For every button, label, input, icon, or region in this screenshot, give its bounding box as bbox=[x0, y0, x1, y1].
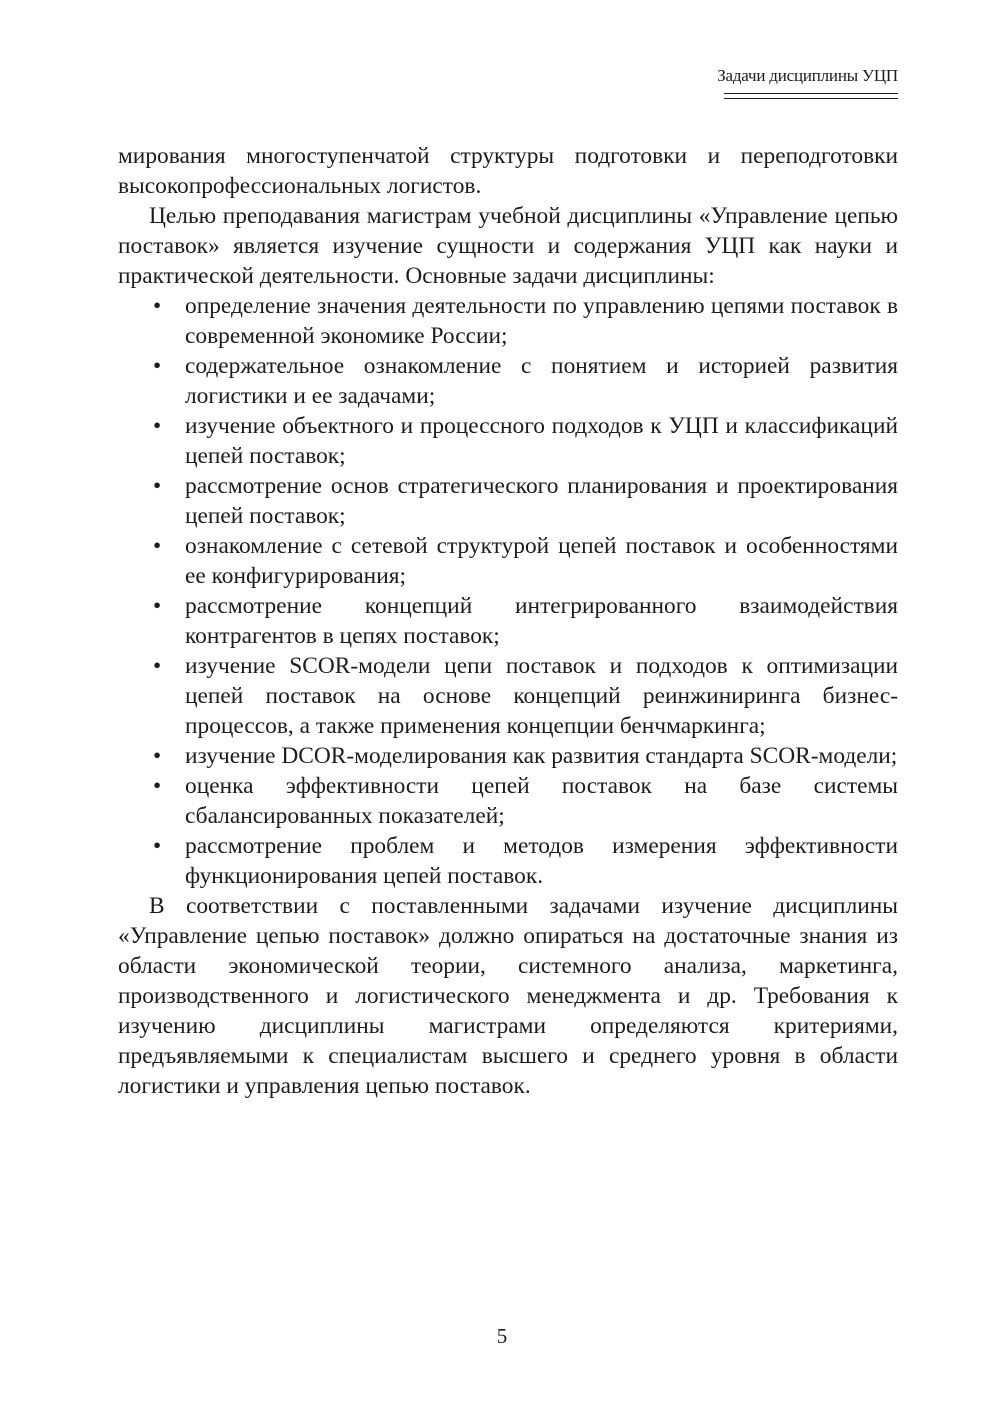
bullet-icon: • bbox=[153, 533, 162, 559]
bullet-icon: • bbox=[153, 293, 162, 319]
list-item-text: ознакомление с сетевой структурой цепей поставок и особенностями ее конфигурирования; bbox=[185, 533, 898, 589]
bullet-icon: • bbox=[153, 353, 162, 379]
closing-paragraph: В соответствии с поставленными задачами изучение дисциплины «Управление цепью поставок» должно опираться на достаточные знания из области экономической теории, системного анализа, маркетинга, производственного и логистического менеджмента и др. Требования к изучению дисциплины магистрами определяются критериями, предъявляемыми к специалистам высшего и среднего уровня в области логистики и управления цепью поставок. bbox=[118, 893, 898, 1099]
task-list bbox=[118, 291, 898, 891]
bullet-icon: • bbox=[153, 743, 162, 769]
list-item bbox=[153, 741, 898, 771]
list-item-text: рассмотрение проблем и методов измерения эффективности функционирования цепей поставок. bbox=[185, 833, 898, 889]
list-item-text: изучение объектного и процессного подходов к УЦП и классификаций цепей поставок; bbox=[185, 413, 898, 469]
list-item bbox=[153, 651, 898, 741]
list-item-text: содержательное ознакомление с понятием и историей развития логистики и ее задачами; bbox=[185, 353, 898, 409]
goal-paragraph: Целью преподавания магистрам учебной дисциплины «Управление цепью поставок» является изучение сущности и содержания УЦП как науки и практической деятельности. Основные задачи дисциплины: bbox=[118, 203, 898, 289]
bullet-icon: • bbox=[153, 833, 162, 859]
continuation-paragraph: мирования многоступенчатой структуры подготовки и переподготовки высокопрофессиональных логистов. bbox=[118, 143, 898, 199]
list-item bbox=[153, 771, 898, 831]
list-item bbox=[153, 471, 898, 531]
list-item-text: изучение DCOR-моделирования как развития стандарта SCOR-модели; bbox=[185, 743, 898, 769]
list-item bbox=[153, 291, 898, 351]
bullet-icon: • bbox=[153, 593, 162, 619]
page-number: 5 bbox=[496, 1324, 508, 1348]
list-item-text: оценка эффективности цепей поставок на базе системы сбалансированных показателей; bbox=[185, 773, 898, 829]
list-item bbox=[153, 351, 898, 411]
page-body bbox=[118, 141, 898, 1101]
bullet-icon: • bbox=[153, 653, 162, 679]
list-item-text: изучение SCOR-модели цепи поставок и подходов к оптимизации цепей поставок на основе концепций реинжиниринга бизнес-процессов, а также применения концепции бенчмаркинга; bbox=[185, 653, 898, 739]
list-item bbox=[153, 591, 898, 651]
list-item-text: определение значения деятельности по управлению цепями поставок в современной экономике России; bbox=[185, 293, 898, 349]
list-item bbox=[153, 411, 898, 471]
bullet-icon: • bbox=[153, 413, 162, 439]
bullet-icon: • bbox=[153, 773, 162, 799]
list-item-text: рассмотрение концепций интегрированного взаимодействия контрагентов в цепях поставок; bbox=[185, 593, 898, 649]
running-header: Задачи дисциплины УЦП bbox=[717, 66, 898, 85]
bullet-icon: • bbox=[153, 473, 162, 499]
list-item bbox=[153, 831, 898, 891]
list-item-text: рассмотрение основ стратегического планирования и проектирования цепей поставок; bbox=[185, 473, 898, 529]
list-item bbox=[153, 531, 898, 591]
header-rule-top bbox=[724, 93, 898, 94]
header-rule-bottom bbox=[724, 98, 898, 99]
